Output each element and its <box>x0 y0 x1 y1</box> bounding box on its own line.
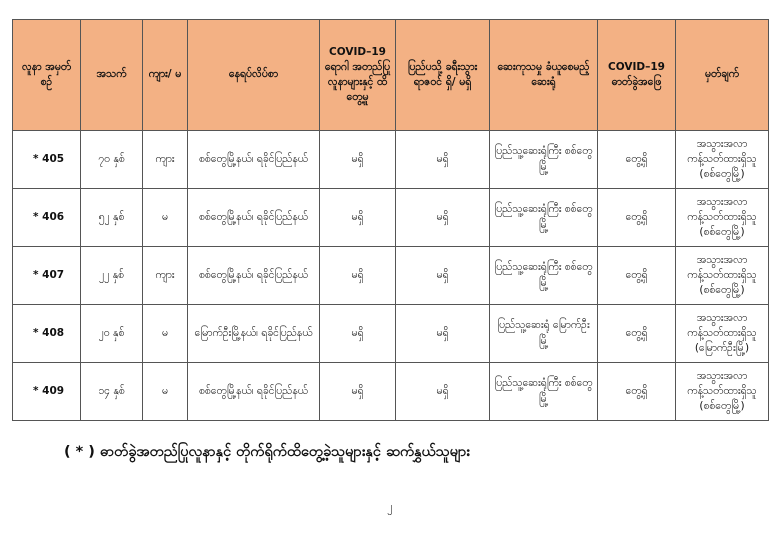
cell-age: ၂၂ နှစ် <box>81 247 143 305</box>
cell-hospital: ပြည်သူ့ဆေးရုံ မြောက်ဦးမြို့ <box>490 305 598 363</box>
cell-contact: မရှိ <box>320 305 396 363</box>
cell-remarks: အသွားအလာ ကန့်သတ်ထားရှိသူ (မြောက်ဦးမြို့) <box>676 305 769 363</box>
cell-contact: မရှိ <box>320 363 396 421</box>
cell-hospital: ပြည်သူ့ဆေးရုံကြီး စစ်တွေမြို့ <box>490 189 598 247</box>
cell-travel-history: မရှိ <box>396 247 490 305</box>
cell-lab-result: တွေ့ရှိ <box>598 247 676 305</box>
header-case-number: လူနာ အမှတ် စဉ် <box>13 20 81 131</box>
cell-travel-history: မရှိ <box>396 189 490 247</box>
table-row <box>13 247 769 305</box>
cell-contact: မရှိ <box>320 247 396 305</box>
cell-age: ၂၀ နှစ် <box>81 305 143 363</box>
table-row <box>13 131 769 189</box>
cell-age: ၇၀ နှစ် <box>81 131 143 189</box>
cell-sex: မ <box>143 363 188 421</box>
cell-address: စစ်တွေမြို့နယ်၊ ရခိုင်ပြည်နယ် <box>188 131 320 189</box>
cell-case-number: * 407 <box>13 247 81 305</box>
header-sex: ကျား/ မ <box>143 20 188 131</box>
header-lab-result: COVID–19 ဓာတ်ခွဲအဖြေ <box>598 20 676 131</box>
table-row <box>13 363 769 421</box>
table-row <box>13 305 769 363</box>
cell-lab-result: တွေ့ရှိ <box>598 363 676 421</box>
cell-hospital: ပြည်သူ့ဆေးရုံကြီး စစ်တွေမြို့ <box>490 131 598 189</box>
header-contact: COVID–19 ရောဂါ အတည်ပြု လူနာများနှင့် ထိတွေ့မှု <box>320 20 396 131</box>
cell-sex: ကျား <box>143 247 188 305</box>
cell-case-number: * 406 <box>13 189 81 247</box>
cell-sex: ကျား <box>143 131 188 189</box>
header-hospital: ဆေးကုသမှု ခံယူစေမည့်ဆေးရုံ <box>490 20 598 131</box>
cell-address: မြောက်ဦးမြို့နယ်၊ ရခိုင်ပြည်နယ် <box>188 305 320 363</box>
cell-age: ၁၄ နှစ် <box>81 363 143 421</box>
cell-case-number: * 405 <box>13 131 81 189</box>
cell-remarks: အသွားအလာ ကန့်သတ်ထားရှိသူ (စစ်တွေမြို့) <box>676 189 769 247</box>
cell-sex: မ <box>143 305 188 363</box>
header-address: နေရပ်လိပ်စာ <box>188 20 320 131</box>
cell-sex: မ <box>143 189 188 247</box>
cell-lab-result: တွေ့ရှိ <box>598 305 676 363</box>
cell-case-number: * 409 <box>13 363 81 421</box>
cell-contact: မရှိ <box>320 131 396 189</box>
covid-cases-table <box>12 19 769 421</box>
cell-lab-result: တွေ့ရှိ <box>598 131 676 189</box>
cell-address: စစ်တွေမြို့နယ်၊ ရခိုင်ပြည်နယ် <box>188 189 320 247</box>
cell-remarks: အသွားအလာ ကန့်သတ်ထားရှိသူ (စစ်တွေမြို့) <box>676 131 769 189</box>
cell-travel-history: မရှိ <box>396 305 490 363</box>
cell-hospital: ပြည်သူ့ဆေးရုံကြီး စစ်တွေမြို့ <box>490 363 598 421</box>
cell-travel-history: မရှိ <box>396 363 490 421</box>
cell-age: ၅၂ နှစ် <box>81 189 143 247</box>
cell-remarks: အသွားအလာ ကန့်သတ်ထားရှိသူ (စစ်တွေမြို့) <box>676 363 769 421</box>
cell-lab-result: တွေ့ရှိ <box>598 189 676 247</box>
header-travel-history: ပြည်ပသို့ ခရီးသွား ရာဇဝင် ရှိ/ မရှိ <box>396 20 490 131</box>
cell-travel-history: မရှိ <box>396 131 490 189</box>
cell-case-number: * 408 <box>13 305 81 363</box>
cell-contact: မရှိ <box>320 189 396 247</box>
header-remarks: မှတ်ချက် <box>676 20 769 131</box>
cell-hospital: ပြည်သူ့ဆေးရုံကြီး စစ်တွေမြို့ <box>490 247 598 305</box>
page-number: ၂ <box>387 500 393 513</box>
cell-remarks: အသွားအလာ ကန့်သတ်ထားရှိသူ (စစ်တွေမြို့) <box>676 247 769 305</box>
header-age: အသက် <box>81 20 143 131</box>
table-row <box>13 189 769 247</box>
footnote: ( * ) ဓာတ်ခွဲအတည်ပြုလူနာနှင့် တိုက်ရိုက်ထိတွေ့ခဲ့သူများနှင့် ဆက်နွှယ်သူများ <box>64 444 470 460</box>
cell-address: စစ်တွေမြို့နယ်၊ ရခိုင်ပြည်နယ် <box>188 247 320 305</box>
table-header-row <box>13 20 769 131</box>
cell-address: စစ်တွေမြို့နယ်၊ ရခိုင်ပြည်နယ် <box>188 363 320 421</box>
